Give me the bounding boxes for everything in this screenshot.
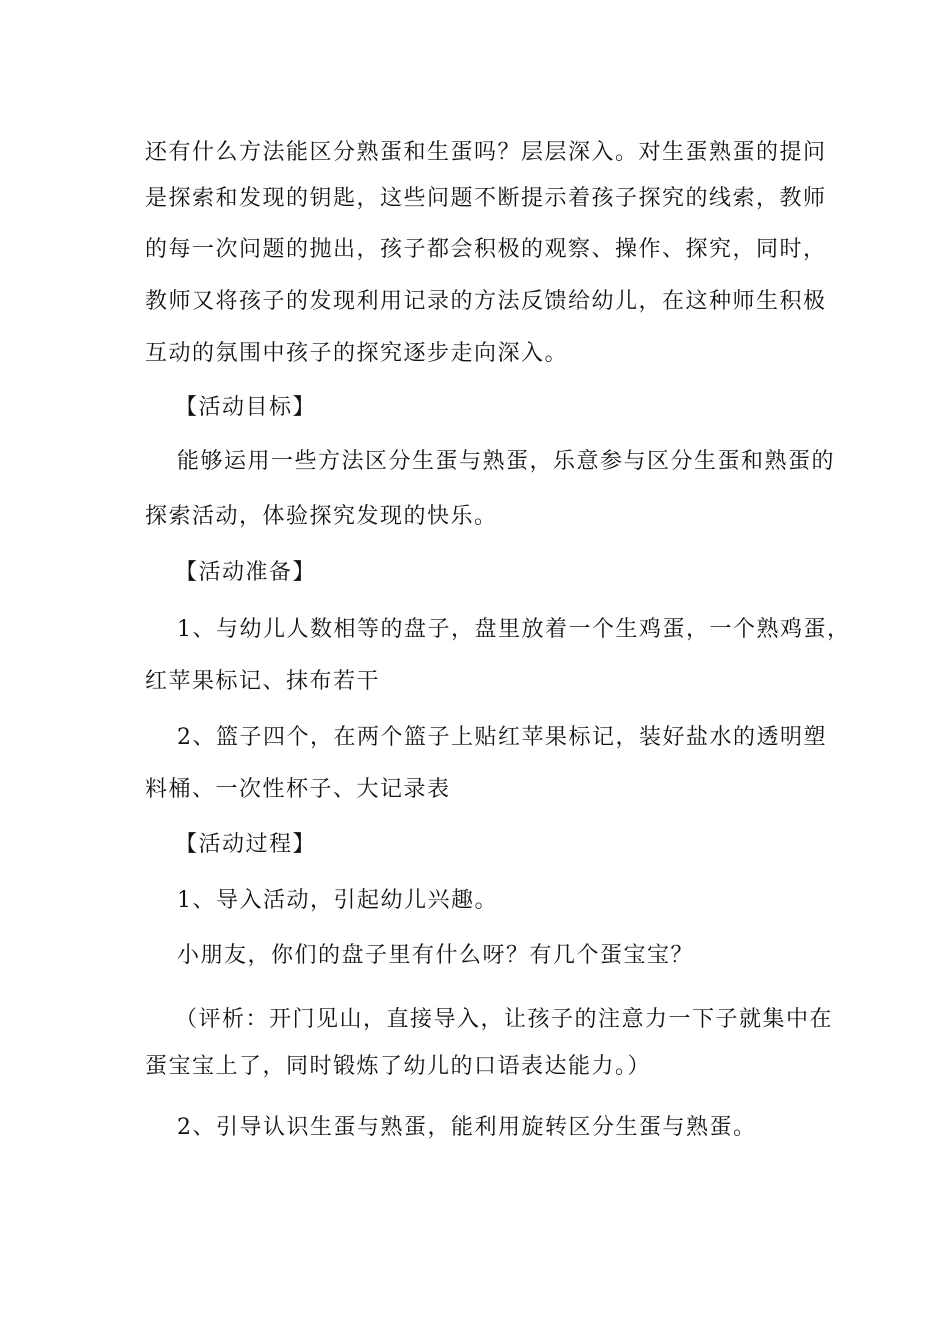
paragraph-line: 小朋友，你们的盘子里有什么呀？有几个蛋宝宝？	[177, 943, 695, 968]
comment-line: 蛋宝宝上了，同时锻炼了幼儿的口语表达能力。）	[145, 1054, 652, 1079]
list-item: 2、引导认识生蛋与熟蛋，能利用旋转区分生蛋与熟蛋。	[177, 1115, 757, 1140]
section-heading-preparation: 【活动准备】	[175, 560, 317, 585]
section-heading-process: 【活动过程】	[175, 832, 317, 857]
paragraph-line: 是探索和发现的钥匙，这些问题不断提示着孩子探究的线索，教师	[145, 186, 827, 211]
comment-line: （评析：开门见山，直接导入，让孩子的注意力一下子就集中在	[175, 1007, 834, 1032]
list-item: 2、篮子四个，在两个篮子上贴红苹果标记，装好盐水的透明塑	[177, 725, 827, 750]
list-item-continuation: 红苹果标记、抹布若干	[145, 669, 381, 694]
section-heading-goals: 【活动目标】	[175, 395, 317, 420]
list-item: 1、导入活动，引起幼儿兴趣。	[177, 888, 498, 913]
paragraph-line: 教师又将孩子的发现利用记录的方法反馈给幼儿，在这种师生积极	[145, 289, 827, 314]
list-item: 1、与幼儿人数相等的盘子，盘里放着一个生鸡蛋，一个熟鸡蛋，	[177, 617, 851, 642]
paragraph-line: 探索活动，体验探究发现的快乐。	[145, 504, 498, 529]
paragraph-line: 还有什么方法能区分熟蛋和生蛋吗？层层深入。对生蛋熟蛋的提问	[145, 140, 827, 165]
paragraph-line: 能够运用一些方法区分生蛋与熟蛋，乐意参与区分生蛋和熟蛋的	[177, 449, 836, 474]
paragraph-line: 的每一次问题的抛出，孩子都会积极的观察、操作、探究，同时，	[145, 237, 827, 262]
paragraph-line: 互动的氛围中孩子的探究逐步走向深入。	[145, 341, 569, 366]
list-item-continuation: 料桶、一次性杯子、大记录表	[145, 777, 451, 802]
